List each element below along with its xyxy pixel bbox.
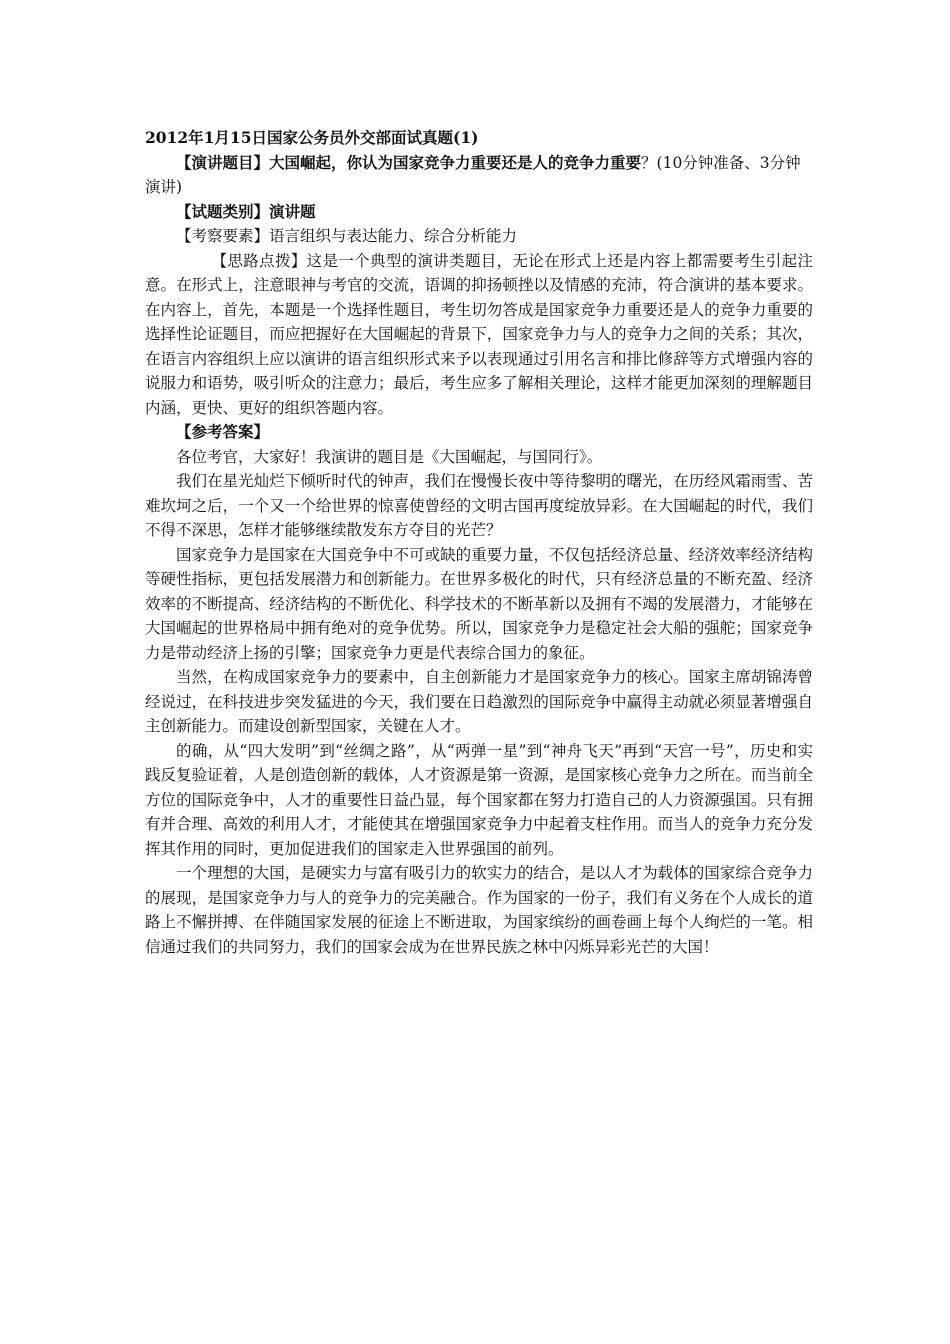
answer-paragraph: 各位考官，大家好！我演讲的题目是《大国崛起，与国同行》。 [176,447,603,466]
approach-text: 这是一个典型的演讲类题目，无论在形式上还是内容上都需要考生引起注意。在形式上，注意眼神与考官的交流，语调的抑扬顿挫以及情感的充沛，符合演讲的基本要求。在内容上，首先，本题是一个选择性题目，考生切勿答成是国家竞争力重要还是人的竞争力重要的选择性论证题目，而应把握好在大国崛起的背景下，国家竞争力与人的竞争力之间的关系；其次，在语言内容组织上应以演讲的语言组织形式来予以表现通过引用名言和排比修辞等方式增强内容的说服力和语势，吸引听众的注意力；最后，考生应多了解相关理论，这样才能更加深刻的理解题目内涵，更快、更好的组织答题内容。 [145,251,813,417]
category-value: 演讲题 [269,201,316,221]
topic-question: 大国崛起，你认为国家竞争力重要还是人的竞争力重要 [269,152,642,172]
answer-label: 【参考答案】 [176,422,270,441]
topic-line [145,151,813,200]
elements-label: 【考察要素】 [176,227,270,245]
answer-paragraph: 一个理想的大国，是硬实力与富有吸引力的软实力的结合，是以人才为载体的国家综合竞争力的展现，是国家竞争力与人的竞争力的完美融合。作为国家的一份子，我们有义务在个人成长的道路上不懈拼搏、在伴随国家发展的征途上不断进取，为国家缤纷的画卷画上每个人绚烂的一笔。相信通过我们的共同努力，我们的国家会成为在世界民族之林中闪烁异彩光芒的大国！ [145,864,813,956]
topic-note: ？(10分钟准备、3分钟演讲) [145,153,801,196]
elements-value: 语言组织与表达能力、综合分析能力 [269,227,518,245]
answer-heading [145,420,813,445]
approach-label: 【思路点拨】 [211,251,307,270]
document-page [145,126,813,959]
document-title: 2012年1月15日国家公务员外交部面试真题(1) [145,128,479,147]
answer-paragraph: 当然，在构成国家竞争力的要素中，自主创新能力才是国家竞争力的核心。国家主席胡锦涛曾经说过，在科技进步突发猛进的今天，我们要在日趋激烈的国际竞争中赢得主动就必须显著增强自主创新能力。而建设创新型国家，关键在人才。 [145,668,813,735]
approach-paragraph [145,249,813,421]
answer-paragraph: 的确，从“四大发明”到“丝绸之路”，从“两弹一星”到“神舟飞天”再到“天宫一号”，历史和实践反复验证着，人是创造创新的载体，人才资源是第一资源，是国家核心竞争力之所在。而当前全方位的国际竞争中，人才的重要性日益凸显，每个国家都在努力打造自己的人力资源强国。只有拥有并合理、高效的利用人才，才能使其在增强国家竞争力中起着支柱作用。而当人的竞争力充分发挥其作用的同时，更加促进我们的国家走入世界强国的前列。 [145,741,813,858]
category-label: 【试题类别】 [176,201,270,221]
category-line [145,200,813,225]
elements-line [145,224,813,249]
topic-label: 【演讲题目】 [176,152,270,172]
answer-paragraph: 我们在星光灿烂下倾听时代的钟声，我们在慢慢长夜中等待黎明的曙光，在历经风霜雨雪、苦难坎坷之后，一个又一个给世界的惊喜使曾经的文明古国再度绽放异彩。在大国崛起的时代，我们不得不深思，怎样才能够继续散发东方夺目的光芒？ [145,472,813,539]
answer-paragraph: 国家竞争力是国家在大国竞争中不可或缺的重要力量，不仅包括经济总量、经济效率经济结构等硬性指标，更包括发展潜力和创新能力。在世界多极化的时代，只有经济总量的不断充盈、经济效率的不断提高、经济结构的不断优化、科学技术的不断革新以及拥有不竭的发展潜力，才能够在大国崛起的世界格局中拥有绝对的竞争优势。所以，国家竞争力是稳定社会大船的强舵；国家竞争力是带动经济上扬的引擎；国家竞争力更是代表综合国力的象征。 [145,545,813,662]
